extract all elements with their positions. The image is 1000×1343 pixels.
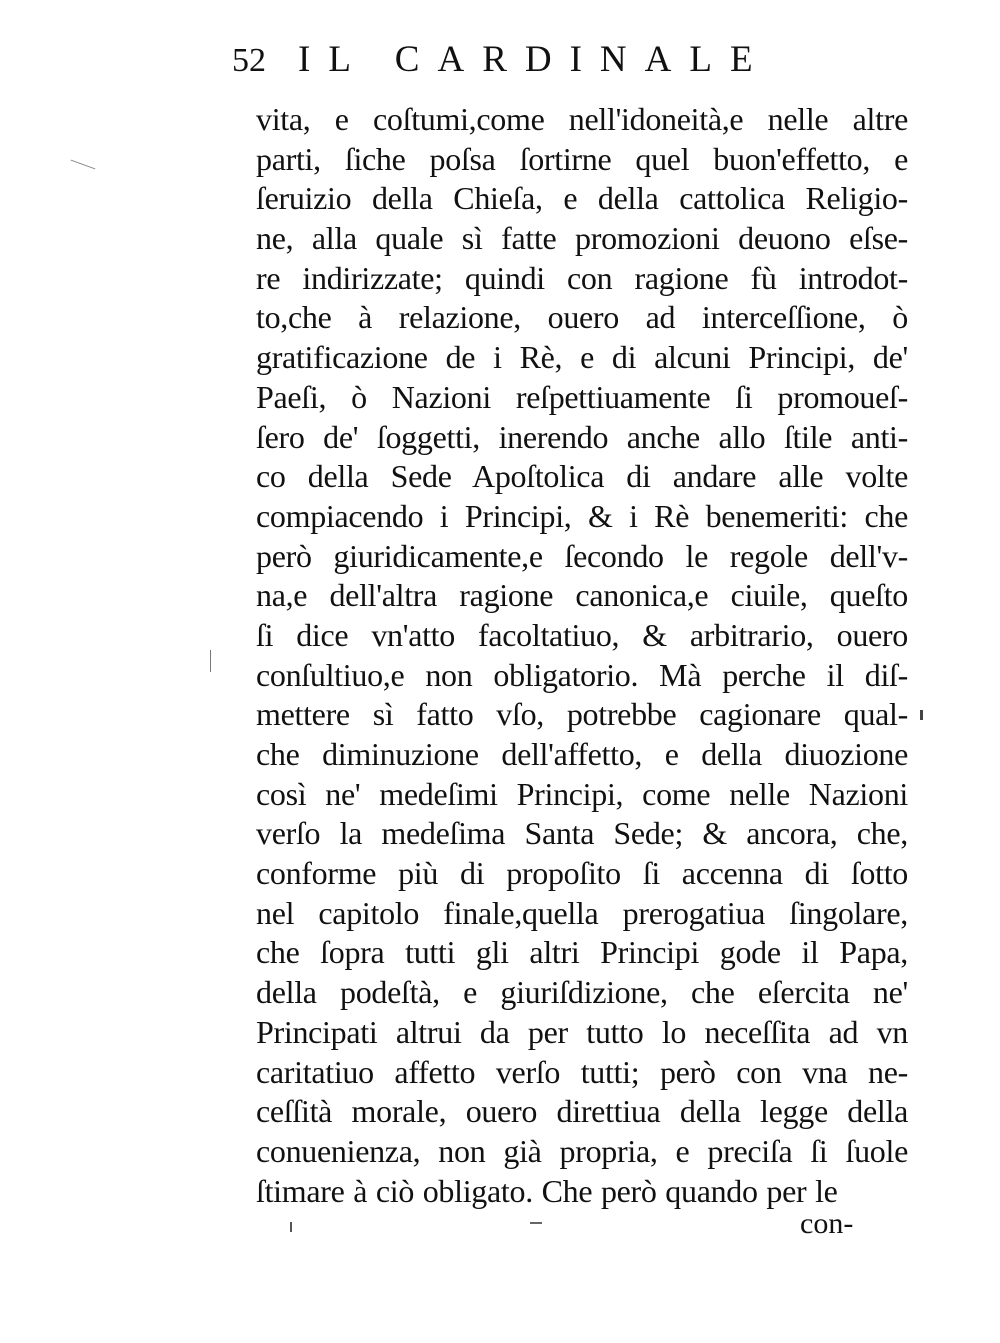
ink-speck <box>530 1222 542 1224</box>
text-line: compiacendo i Principi, & i Rè benemeriti: che <box>256 497 908 534</box>
text-line: ſero de' ſoggetti, inerendo anche allo ſtile anti- <box>256 418 908 455</box>
text-line: gratificazione de i Rè, e di alcuni Principi, de' <box>256 339 908 376</box>
text-line: Paeſi, ò Nazioni reſpettiuamente ſi promoueſ- <box>256 378 908 415</box>
text-line: ne, alla quale sì fatte promozioni deuono eſse- <box>256 220 908 257</box>
text-line: conſultiuo,e non obligatorio. Mà perche il diſ- <box>256 656 908 693</box>
text-line: ſtimare à ciò obligato. Che però quando per le <box>256 1172 838 1209</box>
text-line: re indirizzate; quindi con ragione fù introdot- <box>256 259 908 296</box>
text-line: che ſopra tutti gli altri Principi gode il Papa, <box>256 934 908 971</box>
running-title: IL CARDINALE <box>298 39 771 80</box>
text-line: mettere sì fatto vſo, potrebbe cagionare qual- <box>256 696 908 733</box>
text-line: ceſſità morale, ouero direttiua della legge della <box>256 1093 908 1130</box>
ink-speck <box>290 1222 292 1232</box>
text-line: na,e dell'altra ragione canonica,e ciuile, queſto <box>256 577 908 614</box>
ink-speck <box>71 160 96 170</box>
text-line: to,che à relazione, ouero ad interceſſione, ò <box>256 299 908 336</box>
body-text <box>256 100 908 1211</box>
running-head <box>232 38 832 88</box>
text-line: ſi dice vn'atto facoltatiuo, & arbitrario, ouero <box>256 616 908 653</box>
page-number: 52 <box>232 42 266 79</box>
ink-speck <box>210 650 211 672</box>
text-line: della podeſtà, e giuriſdizione, che eſercita ne' <box>256 974 908 1011</box>
text-line: conforme più di propoſito ſi accenna di ſotto <box>256 855 908 892</box>
text-line: ſeruizio della Chieſa, e della cattolica Religio- <box>256 180 908 217</box>
text-line: che diminuzione dell'affetto, e della diuozione <box>256 736 908 772</box>
text-line: co della Sede Apoſtolica di andare alle volte <box>256 458 908 495</box>
catchword: con- <box>800 1207 854 1240</box>
text-line: conuenienza, non già propria, e preciſa ſi ſuole <box>256 1132 908 1169</box>
text-line: verſo la medeſima Santa Sede; & ancora, che, <box>256 815 908 852</box>
text-line: però giuridicamente,e ſecondo le regole dell'v- <box>256 537 908 574</box>
text-line: parti, ſiche poſsa ſortirne quel buon'effetto, e <box>256 140 908 177</box>
text-line: caritatiuo affetto verſo tutti; però con vna ne- <box>256 1053 908 1090</box>
ink-speck <box>920 710 923 720</box>
text-line: Principati altrui da per tutto lo neceſſita ad vn <box>256 1013 908 1050</box>
text-line: nel capitolo finale,quella prerogatiua ſingolare, <box>256 894 908 931</box>
text-line: così ne' medeſimi Principi, come nelle Nazioni <box>256 775 908 812</box>
text-line: vita, e coſtumi,come nell'idoneità,e nelle altre <box>256 101 908 137</box>
